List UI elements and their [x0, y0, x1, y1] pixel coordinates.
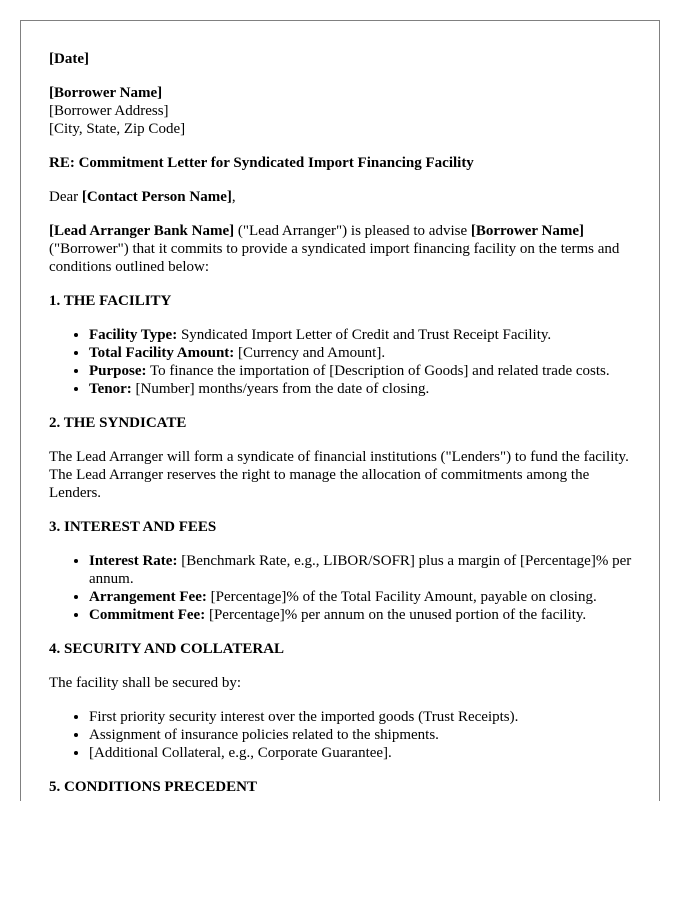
list-item: • Assignment of insurance policies related to the shipments. [89, 726, 639, 744]
subject-line: RE: Commitment Letter for Syndicated Import Financing Facility [49, 155, 474, 171]
facility-terms-list [49, 326, 639, 398]
intro-paragraph: [Lead Arranger Bank Name] ("Lead Arranger") is pleased to advise [Borrower Name] ("Borrower") that it commits to provide a syndicated import financing facility on the terms and conditions outlined below: [49, 223, 620, 275]
section-heading-conditions-precedent: 5. CONDITIONS PRECEDENT [49, 779, 257, 795]
list-item: • [Additional Collateral, e.g., Corporate Guarantee]. [89, 744, 639, 762]
salutation: Dear [Contact Person Name], [49, 189, 236, 205]
list-item: • Commitment Fee: [Percentage]% per annum on the unused portion of the facility. [89, 606, 639, 624]
section-heading-interest-fees: 3. INTEREST AND FEES [49, 519, 217, 535]
list-item: • Tenor: [Number] months/years from the date of closing. [89, 380, 639, 398]
list-item: • Purpose: To finance the importation of [Description of Goods] and related trade costs. [89, 362, 639, 380]
borrower-city-state-zip: [City, State, Zip Code] [49, 121, 186, 137]
list-item: • Arrangement Fee: [Percentage]% of the Total Facility Amount, payable on closing. [89, 588, 639, 606]
borrower-address: [Borrower Address] [49, 103, 169, 119]
section-heading-security: 4. SECURITY AND COLLATERAL [49, 641, 285, 657]
letter-page [20, 20, 660, 801]
borrower-name: [Borrower Name] [49, 85, 163, 101]
list-item: • Interest Rate: [Benchmark Rate, e.g., LIBOR/SOFR] plus a margin of [Percentage]% per annum. [89, 552, 639, 588]
security-paragraph: The facility shall be secured by: [49, 675, 242, 691]
list-item: • First priority security interest over the imported goods (Trust Receipts). [89, 708, 639, 726]
syndicate-paragraph: The Lead Arranger will form a syndicate of financial institutions ("Lenders") to fund the facility. The Lead Arranger reserves the right to manage the allocation of commitments among the Lenders. [49, 449, 629, 501]
letter-date: [Date] [49, 51, 89, 67]
borrower-address-block [49, 84, 639, 138]
list-item: • Facility Type: Syndicated Import Letter of Credit and Trust Receipt Facility. [89, 326, 639, 344]
interest-fees-list [49, 552, 639, 624]
letter-content [49, 50, 639, 801]
list-item: • Total Facility Amount: [Currency and Amount]. [89, 344, 639, 362]
section-heading-facility: 1. THE FACILITY [49, 293, 172, 309]
section-heading-syndicate: 2. THE SYNDICATE [49, 415, 187, 431]
security-list [49, 708, 639, 762]
